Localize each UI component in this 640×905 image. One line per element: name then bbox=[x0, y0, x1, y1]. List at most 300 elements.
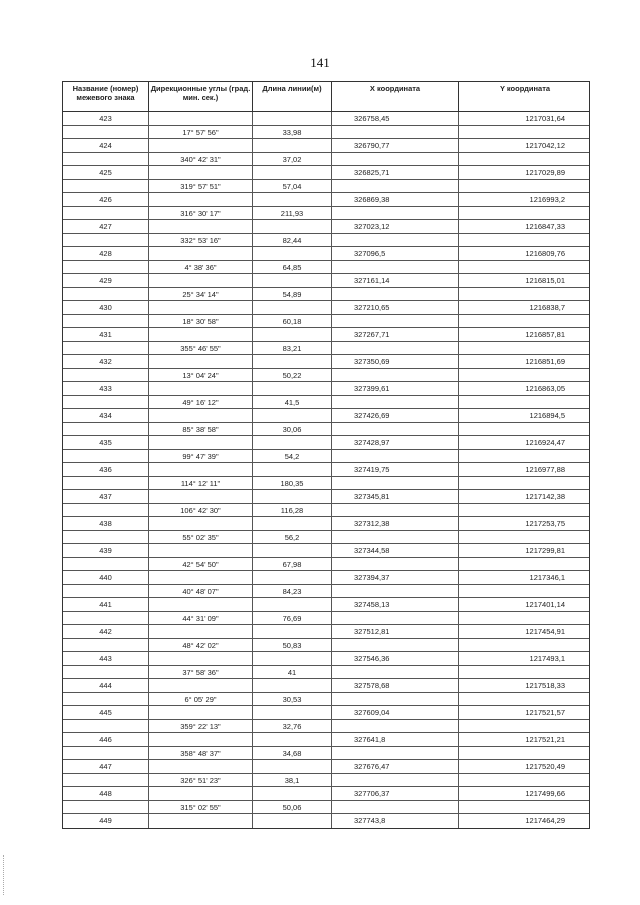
direction-angle-cell: 40° 48' 07" bbox=[149, 585, 253, 598]
empty-name-cell bbox=[63, 126, 149, 139]
y-coordinate-cell: 1216977,88 bbox=[525, 465, 565, 474]
line-length-cell: 83,21 bbox=[253, 342, 332, 355]
empty-angle-cell bbox=[149, 733, 253, 746]
x-coordinate-cell: 326869,38 bbox=[332, 193, 459, 206]
empty-y-cell bbox=[459, 504, 591, 517]
empty-y-cell bbox=[459, 450, 591, 463]
direction-angle-cell: 85° 38' 58" bbox=[149, 423, 253, 436]
point-row bbox=[63, 301, 589, 315]
point-name-cell: 433 bbox=[63, 382, 149, 395]
y-coordinate-cell: 1217031,64 bbox=[525, 114, 565, 123]
line-length-cell: 56,2 bbox=[253, 531, 332, 544]
x-coordinate-cell: 327578,68 bbox=[332, 679, 459, 692]
empty-y-cell bbox=[459, 288, 591, 301]
empty-angle-cell bbox=[149, 220, 253, 233]
line-length-cell: 30,06 bbox=[253, 423, 332, 436]
x-coordinate-cell: 327743,8 bbox=[332, 814, 459, 828]
x-coordinate-cell: 327344,58 bbox=[332, 544, 459, 557]
line-length-cell: 84,23 bbox=[253, 585, 332, 598]
line-length-cell: 211,93 bbox=[253, 207, 332, 220]
point-row bbox=[63, 112, 589, 126]
direction-angle-cell: 49° 16' 12" bbox=[149, 396, 253, 409]
empty-y-cell bbox=[459, 234, 591, 247]
x-coordinate-cell: 326790,77 bbox=[332, 139, 459, 152]
segment-row bbox=[63, 747, 589, 761]
segment-row bbox=[63, 315, 589, 329]
point-name-cell: 443 bbox=[63, 652, 149, 665]
direction-angle-cell: 319° 57' 51" bbox=[149, 180, 253, 193]
empty-length-cell bbox=[253, 598, 332, 611]
empty-name-cell bbox=[63, 720, 149, 733]
empty-angle-cell bbox=[149, 139, 253, 152]
line-length-cell: 54,2 bbox=[253, 450, 332, 463]
empty-angle-cell bbox=[149, 409, 253, 422]
empty-x-cell bbox=[332, 396, 459, 409]
empty-angle-cell bbox=[149, 571, 253, 584]
direction-angle-cell: 114° 12' 11" bbox=[149, 477, 253, 490]
direction-angle-cell: 358° 48' 37" bbox=[149, 747, 253, 760]
point-row bbox=[63, 490, 589, 504]
point-row bbox=[63, 679, 589, 693]
line-length-cell: 82,44 bbox=[253, 234, 332, 247]
segment-row bbox=[63, 693, 589, 707]
empty-angle-cell bbox=[149, 625, 253, 638]
y-coordinate-cell: 1217253,75 bbox=[525, 519, 565, 528]
line-length-cell: 60,18 bbox=[253, 315, 332, 328]
line-length-cell: 54,89 bbox=[253, 288, 332, 301]
empty-x-cell bbox=[332, 612, 459, 625]
empty-length-cell bbox=[253, 733, 332, 746]
point-name-cell: 436 bbox=[63, 463, 149, 476]
direction-angle-cell: 99° 47' 39" bbox=[149, 450, 253, 463]
empty-angle-cell bbox=[149, 814, 253, 828]
point-name-cell: 431 bbox=[63, 328, 149, 341]
page-number: 141 bbox=[310, 55, 330, 70]
empty-length-cell bbox=[253, 679, 332, 692]
point-name-cell: 423 bbox=[63, 112, 149, 125]
point-row bbox=[63, 517, 589, 531]
point-name-cell: 439 bbox=[63, 544, 149, 557]
empty-x-cell bbox=[332, 585, 459, 598]
empty-length-cell bbox=[253, 247, 332, 260]
point-name-cell: 444 bbox=[63, 679, 149, 692]
direction-angle-cell: 25° 34' 14" bbox=[149, 288, 253, 301]
y-coordinate-cell: 1217401,14 bbox=[525, 600, 565, 609]
segment-row bbox=[63, 180, 589, 194]
empty-name-cell bbox=[63, 369, 149, 382]
empty-x-cell bbox=[332, 369, 459, 382]
x-coordinate-cell: 327096,5 bbox=[332, 247, 459, 260]
empty-angle-cell bbox=[149, 328, 253, 341]
segment-row bbox=[63, 531, 589, 545]
point-name-cell: 442 bbox=[63, 625, 149, 638]
empty-length-cell bbox=[253, 220, 332, 233]
line-length-cell: 50,06 bbox=[253, 801, 332, 814]
header-direction-angle: Дирекционные углы (град. мин. сек.) bbox=[149, 82, 253, 111]
empty-name-cell bbox=[63, 153, 149, 166]
empty-length-cell bbox=[253, 490, 332, 503]
direction-angle-cell: 332° 53' 16" bbox=[149, 234, 253, 247]
x-coordinate-cell: 327312,38 bbox=[332, 517, 459, 530]
segment-row bbox=[63, 450, 589, 464]
x-coordinate-cell: 327394,37 bbox=[332, 571, 459, 584]
empty-length-cell bbox=[253, 760, 332, 773]
empty-x-cell bbox=[332, 153, 459, 166]
x-coordinate-cell: 327161,14 bbox=[332, 274, 459, 287]
point-row bbox=[63, 382, 589, 396]
point-row bbox=[63, 760, 589, 774]
empty-angle-cell bbox=[149, 112, 253, 125]
line-length-cell: 180,35 bbox=[253, 477, 332, 490]
empty-angle-cell bbox=[149, 193, 253, 206]
empty-name-cell bbox=[63, 261, 149, 274]
segment-row bbox=[63, 558, 589, 572]
point-name-cell: 426 bbox=[63, 193, 149, 206]
empty-length-cell bbox=[253, 166, 332, 179]
direction-angle-cell: 37° 58' 36" bbox=[149, 666, 253, 679]
empty-name-cell bbox=[63, 612, 149, 625]
segment-row bbox=[63, 207, 589, 221]
empty-length-cell bbox=[253, 328, 332, 341]
empty-length-cell bbox=[253, 382, 332, 395]
empty-name-cell bbox=[63, 747, 149, 760]
segment-row bbox=[63, 126, 589, 140]
y-coordinate-cell: 1217493,1 bbox=[529, 654, 565, 663]
table-header-row bbox=[63, 82, 589, 112]
empty-x-cell bbox=[332, 423, 459, 436]
empty-y-cell bbox=[459, 369, 591, 382]
y-coordinate-cell: 1216993,2 bbox=[529, 195, 565, 204]
segment-row bbox=[63, 288, 589, 302]
y-coordinate-cell: 1216894,5 bbox=[529, 411, 565, 420]
y-coordinate-cell: 1217521,21 bbox=[525, 735, 565, 744]
header-x-coordinate: X координата bbox=[332, 82, 459, 111]
direction-angle-cell: 44° 31' 09" bbox=[149, 612, 253, 625]
empty-y-cell bbox=[459, 261, 591, 274]
empty-y-cell bbox=[459, 558, 591, 571]
line-length-cell: 50,22 bbox=[253, 369, 332, 382]
header-line-length: Длина линии(м) bbox=[253, 82, 332, 111]
x-coordinate-cell: 326758,45 bbox=[332, 112, 459, 125]
line-length-cell: 64,85 bbox=[253, 261, 332, 274]
header-point-name: Название (номер) межевого знака bbox=[63, 82, 149, 111]
empty-x-cell bbox=[332, 126, 459, 139]
empty-y-cell bbox=[459, 342, 591, 355]
x-coordinate-cell: 326825,71 bbox=[332, 166, 459, 179]
empty-angle-cell bbox=[149, 355, 253, 368]
point-row bbox=[63, 409, 589, 423]
segment-row bbox=[63, 342, 589, 356]
empty-y-cell bbox=[459, 666, 591, 679]
line-length-cell: 33,98 bbox=[253, 126, 332, 139]
empty-y-cell bbox=[459, 774, 591, 787]
empty-name-cell bbox=[63, 315, 149, 328]
point-name-cell: 435 bbox=[63, 436, 149, 449]
point-name-cell: 445 bbox=[63, 706, 149, 719]
point-name-cell: 441 bbox=[63, 598, 149, 611]
empty-x-cell bbox=[332, 504, 459, 517]
x-coordinate-cell: 327350,69 bbox=[332, 355, 459, 368]
line-length-cell: 34,68 bbox=[253, 747, 332, 760]
empty-y-cell bbox=[459, 612, 591, 625]
point-row bbox=[63, 733, 589, 747]
point-name-cell: 437 bbox=[63, 490, 149, 503]
empty-length-cell bbox=[253, 517, 332, 530]
empty-length-cell bbox=[253, 571, 332, 584]
empty-y-cell bbox=[459, 693, 591, 706]
point-name-cell: 447 bbox=[63, 760, 149, 773]
point-row bbox=[63, 274, 589, 288]
empty-name-cell bbox=[63, 801, 149, 814]
direction-angle-cell: 340° 42' 31" bbox=[149, 153, 253, 166]
line-length-cell: 76,69 bbox=[253, 612, 332, 625]
y-coordinate-cell: 1216815,01 bbox=[525, 276, 565, 285]
empty-length-cell bbox=[253, 112, 332, 125]
empty-x-cell bbox=[332, 693, 459, 706]
direction-angle-cell: 42° 54' 50" bbox=[149, 558, 253, 571]
point-row bbox=[63, 328, 589, 342]
empty-length-cell bbox=[253, 706, 332, 719]
empty-y-cell bbox=[459, 639, 591, 652]
empty-length-cell bbox=[253, 625, 332, 638]
empty-angle-cell bbox=[149, 760, 253, 773]
empty-x-cell bbox=[332, 342, 459, 355]
x-coordinate-cell: 327546,36 bbox=[332, 652, 459, 665]
direction-angle-cell: 316° 30' 17" bbox=[149, 207, 253, 220]
direction-angle-cell: 17° 57' 56" bbox=[149, 126, 253, 139]
table-body bbox=[63, 112, 589, 828]
point-name-cell: 428 bbox=[63, 247, 149, 260]
empty-x-cell bbox=[332, 450, 459, 463]
line-length-cell: 32,76 bbox=[253, 720, 332, 733]
x-coordinate-cell: 327210,65 bbox=[332, 301, 459, 314]
empty-y-cell bbox=[459, 747, 591, 760]
y-coordinate-cell: 1216847,33 bbox=[525, 222, 565, 231]
segment-row bbox=[63, 666, 589, 680]
y-coordinate-cell: 1217142,38 bbox=[525, 492, 565, 501]
segment-row bbox=[63, 153, 589, 167]
x-coordinate-cell: 327428,97 bbox=[332, 436, 459, 449]
point-name-cell: 434 bbox=[63, 409, 149, 422]
empty-x-cell bbox=[332, 558, 459, 571]
point-name-cell: 429 bbox=[63, 274, 149, 287]
line-length-cell: 50,83 bbox=[253, 639, 332, 652]
line-length-cell: 57,04 bbox=[253, 180, 332, 193]
empty-y-cell bbox=[459, 180, 591, 193]
segment-row bbox=[63, 504, 589, 518]
empty-x-cell bbox=[332, 531, 459, 544]
point-name-cell: 440 bbox=[63, 571, 149, 584]
segment-row bbox=[63, 423, 589, 437]
empty-length-cell bbox=[253, 409, 332, 422]
empty-angle-cell bbox=[149, 787, 253, 800]
header-y-coordinate: Y координата bbox=[499, 84, 551, 93]
y-coordinate-cell: 1216838,7 bbox=[529, 303, 565, 312]
point-row bbox=[63, 193, 589, 207]
x-coordinate-cell: 327706,37 bbox=[332, 787, 459, 800]
y-coordinate-cell: 1216863,05 bbox=[525, 384, 565, 393]
line-length-cell: 37,02 bbox=[253, 153, 332, 166]
empty-x-cell bbox=[332, 234, 459, 247]
direction-angle-cell: 106° 42' 30" bbox=[149, 504, 253, 517]
empty-length-cell bbox=[253, 355, 332, 368]
empty-angle-cell bbox=[149, 247, 253, 260]
segment-row bbox=[63, 396, 589, 410]
empty-name-cell bbox=[63, 396, 149, 409]
empty-length-cell bbox=[253, 139, 332, 152]
y-coordinate-cell: 1216851,69 bbox=[525, 357, 565, 366]
y-coordinate-cell: 1217464,29 bbox=[525, 816, 565, 825]
y-coordinate-cell: 1217520,49 bbox=[525, 762, 565, 771]
empty-y-cell bbox=[459, 531, 591, 544]
point-name-cell: 448 bbox=[63, 787, 149, 800]
empty-x-cell bbox=[332, 666, 459, 679]
segment-row bbox=[63, 639, 589, 653]
point-name-cell: 430 bbox=[63, 301, 149, 314]
empty-angle-cell bbox=[149, 706, 253, 719]
x-coordinate-cell: 327267,71 bbox=[332, 328, 459, 341]
empty-name-cell bbox=[63, 207, 149, 220]
point-row bbox=[63, 706, 589, 720]
line-length-cell: 67,98 bbox=[253, 558, 332, 571]
segment-row bbox=[63, 801, 589, 815]
empty-name-cell bbox=[63, 180, 149, 193]
empty-length-cell bbox=[253, 193, 332, 206]
empty-name-cell bbox=[63, 423, 149, 436]
empty-name-cell bbox=[63, 693, 149, 706]
empty-name-cell bbox=[63, 504, 149, 517]
empty-angle-cell bbox=[149, 274, 253, 287]
empty-x-cell bbox=[332, 180, 459, 193]
point-row bbox=[63, 544, 589, 558]
y-coordinate-cell: 1217042,12 bbox=[525, 141, 565, 150]
point-row bbox=[63, 166, 589, 180]
point-row bbox=[63, 625, 589, 639]
empty-y-cell bbox=[459, 585, 591, 598]
empty-y-cell bbox=[459, 126, 591, 139]
x-coordinate-cell: 327609,04 bbox=[332, 706, 459, 719]
empty-length-cell bbox=[253, 787, 332, 800]
segment-row bbox=[63, 774, 589, 788]
boundary-coordinates-table bbox=[62, 81, 590, 829]
empty-x-cell bbox=[332, 315, 459, 328]
direction-angle-cell: 6° 05' 29" bbox=[149, 693, 253, 706]
point-row bbox=[63, 355, 589, 369]
point-name-cell: 449 bbox=[63, 814, 149, 828]
y-coordinate-cell: 1217029,89 bbox=[525, 168, 565, 177]
point-name-cell: 432 bbox=[63, 355, 149, 368]
empty-name-cell bbox=[63, 531, 149, 544]
y-coordinate-cell: 1217346,1 bbox=[529, 573, 565, 582]
empty-angle-cell bbox=[149, 679, 253, 692]
line-length-cell: 30,53 bbox=[253, 693, 332, 706]
empty-angle-cell bbox=[149, 598, 253, 611]
x-coordinate-cell: 327345,81 bbox=[332, 490, 459, 503]
empty-x-cell bbox=[332, 261, 459, 274]
empty-angle-cell bbox=[149, 436, 253, 449]
point-row bbox=[63, 220, 589, 234]
x-coordinate-cell: 327676,47 bbox=[332, 760, 459, 773]
empty-name-cell bbox=[63, 477, 149, 490]
empty-x-cell bbox=[332, 747, 459, 760]
y-coordinate-cell: 1216924,47 bbox=[525, 438, 565, 447]
direction-angle-cell: 4° 38' 36" bbox=[149, 261, 253, 274]
empty-y-cell bbox=[459, 396, 591, 409]
empty-length-cell bbox=[253, 544, 332, 557]
direction-angle-cell: 315° 02' 55" bbox=[149, 801, 253, 814]
empty-y-cell bbox=[459, 801, 591, 814]
x-coordinate-cell: 327426,69 bbox=[332, 409, 459, 422]
margin-marks bbox=[3, 855, 6, 895]
empty-name-cell bbox=[63, 234, 149, 247]
empty-x-cell bbox=[332, 207, 459, 220]
point-row bbox=[63, 571, 589, 585]
empty-y-cell bbox=[459, 720, 591, 733]
point-row bbox=[63, 814, 589, 828]
empty-x-cell bbox=[332, 801, 459, 814]
y-coordinate-cell: 1217299,81 bbox=[525, 546, 565, 555]
segment-row bbox=[63, 234, 589, 248]
empty-y-cell bbox=[459, 315, 591, 328]
empty-angle-cell bbox=[149, 490, 253, 503]
y-coordinate-cell: 1216857,81 bbox=[525, 330, 565, 339]
point-row bbox=[63, 598, 589, 612]
y-coordinate-cell: 1217518,33 bbox=[525, 681, 565, 690]
direction-angle-cell: 48° 42' 02" bbox=[149, 639, 253, 652]
empty-name-cell bbox=[63, 666, 149, 679]
x-coordinate-cell: 327458,13 bbox=[332, 598, 459, 611]
point-row bbox=[63, 436, 589, 450]
empty-length-cell bbox=[253, 463, 332, 476]
point-row bbox=[63, 787, 589, 801]
direction-angle-cell: 55° 02' 35" bbox=[149, 531, 253, 544]
point-name-cell: 446 bbox=[63, 733, 149, 746]
point-name-cell: 427 bbox=[63, 220, 149, 233]
direction-angle-cell: 13° 04' 24" bbox=[149, 369, 253, 382]
segment-row bbox=[63, 261, 589, 275]
y-coordinate-cell: 1217454,91 bbox=[525, 627, 565, 636]
empty-length-cell bbox=[253, 274, 332, 287]
x-coordinate-cell: 327641,8 bbox=[332, 733, 459, 746]
empty-y-cell bbox=[459, 207, 591, 220]
empty-length-cell bbox=[253, 652, 332, 665]
point-name-cell: 425 bbox=[63, 166, 149, 179]
empty-name-cell bbox=[63, 342, 149, 355]
empty-name-cell bbox=[63, 774, 149, 787]
line-length-cell: 38,1 bbox=[253, 774, 332, 787]
empty-y-cell bbox=[459, 153, 591, 166]
empty-angle-cell bbox=[149, 544, 253, 557]
empty-x-cell bbox=[332, 477, 459, 490]
segment-row bbox=[63, 477, 589, 491]
segment-row bbox=[63, 720, 589, 734]
empty-x-cell bbox=[332, 639, 459, 652]
direction-angle-cell: 18° 30' 58" bbox=[149, 315, 253, 328]
empty-name-cell bbox=[63, 639, 149, 652]
point-row bbox=[63, 463, 589, 477]
empty-length-cell bbox=[253, 436, 332, 449]
empty-angle-cell bbox=[149, 301, 253, 314]
x-coordinate-cell: 327512,81 bbox=[332, 625, 459, 638]
empty-name-cell bbox=[63, 585, 149, 598]
empty-x-cell bbox=[332, 720, 459, 733]
segment-row bbox=[63, 369, 589, 383]
direction-angle-cell: 355° 46' 55" bbox=[149, 342, 253, 355]
y-coordinate-cell: 1217499,66 bbox=[525, 789, 565, 798]
empty-name-cell bbox=[63, 450, 149, 463]
y-coordinate-cell: 1216809,76 bbox=[525, 249, 565, 258]
point-row bbox=[63, 139, 589, 153]
